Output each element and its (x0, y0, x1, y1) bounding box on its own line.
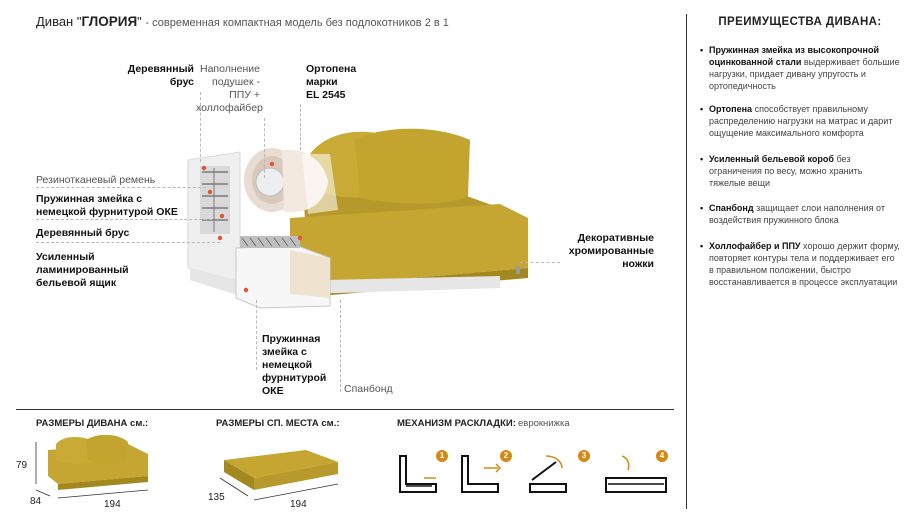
sofa-height: 79 (16, 460, 28, 471)
mechanism-type: еврокнижка (518, 418, 570, 429)
step-number-3: 3 (578, 450, 590, 462)
sofa-dimension-drawing (28, 432, 168, 512)
callout-laundry-box: Усиленный ламинированный бельевой ящик (36, 251, 129, 289)
bed-dimension-drawing (214, 444, 354, 504)
model-name: ГЛОРИЯ (81, 14, 138, 29)
bed-depth: 135 (208, 492, 225, 503)
bullet-icon: • (700, 154, 704, 164)
leader-line (340, 300, 341, 392)
leader-line (36, 242, 220, 243)
bullet-icon: • (700, 104, 704, 114)
model-subtitle: - современная компактная модель без подлокотников 2 в 1 (145, 17, 449, 29)
callout-chrome-legs: Декоративные хромированные ножки (568, 232, 654, 270)
bullet-icon: • (700, 241, 704, 251)
leader-line (200, 92, 201, 162)
callout-pillow-fill: Наполнение подушек - ППУ + холлофайбер (196, 63, 263, 114)
callout-wood-beam-top: Деревянный брус (127, 63, 194, 88)
bullet-icon: • (700, 45, 704, 55)
advantage-item: • Усиленный бельевой короб без ограничения по весу, можно хранить тяжелые вещи (700, 154, 863, 188)
advantage-item: • Пружинная змейка из высокопрочной оцинкованной стали выдерживает большие нагрузки, придает дивану упругость и ортопедичность (700, 45, 900, 91)
bed-dimensions-title: РАЗМЕРЫ СП. МЕСТА см.: (216, 418, 340, 429)
callout-wood-beam: Деревянный брус (36, 227, 130, 239)
advantage-item: • Спанбонд защищает слои наполнения от воздействия пружинного блока (700, 203, 885, 225)
sofa-dimensions-title: РАЗМЕРЫ ДИВАНА см.: (36, 418, 149, 429)
page-title: Диван "ГЛОРИЯ" - современная компактная модель без подлокотников 2 в 1 (36, 14, 449, 29)
callout-spanbond: Спанбонд (344, 383, 393, 395)
sofa-width: 194 (104, 499, 121, 510)
step-number-4: 4 (656, 450, 668, 462)
leader-line (300, 104, 301, 150)
sofa-depth: 84 (30, 496, 42, 507)
callout-spring-snake-bottom: Пружинная змейка с немецкой фурнитурой ОКЕ (262, 333, 327, 397)
leader-line (36, 187, 206, 188)
bed-width: 194 (290, 499, 307, 510)
advantages-title: ПРЕИМУЩЕСТВА ДИВАНА: (718, 16, 882, 28)
leader-line (256, 300, 257, 370)
step-number-2: 2 (500, 450, 512, 462)
callout-orthopena: Ортопена марки EL 2545 (306, 63, 357, 101)
pillow-right (355, 129, 470, 204)
bullet-icon: • (700, 203, 704, 213)
advantage-item: • Холлофайбер и ППУ хорошо держит форму, повторяет контуры тела и поддерживает его в правильном положении, быстро восстанавливается в процессе эксплуатации (700, 241, 900, 287)
vertical-divider (686, 14, 687, 509)
mechanism-step-1 (400, 456, 436, 492)
mechanism-step-2 (462, 456, 500, 492)
mechanism-step-4 (606, 456, 666, 492)
leader-line (36, 219, 212, 220)
sofa-cutaway-illustration (180, 118, 560, 318)
mechanism-step-3 (530, 456, 566, 492)
leader-line (520, 262, 560, 263)
callout-rubber-belt: Резинотканевый ремень (36, 174, 156, 186)
step-number-1: 1 (436, 450, 448, 462)
callout-spring-snake: Пружинная змейка с немецкой фурнитурой ОКЕ (36, 193, 178, 218)
leader-line (264, 118, 265, 178)
advantage-item: • Ортопена способствует правильному распределению нагрузки на матрас и дарит ощущение максимального комфорта (700, 104, 893, 138)
mechanism-title: МЕХАНИЗМ РАСКЛАДКИ: (397, 418, 516, 429)
horizontal-divider (16, 409, 674, 410)
